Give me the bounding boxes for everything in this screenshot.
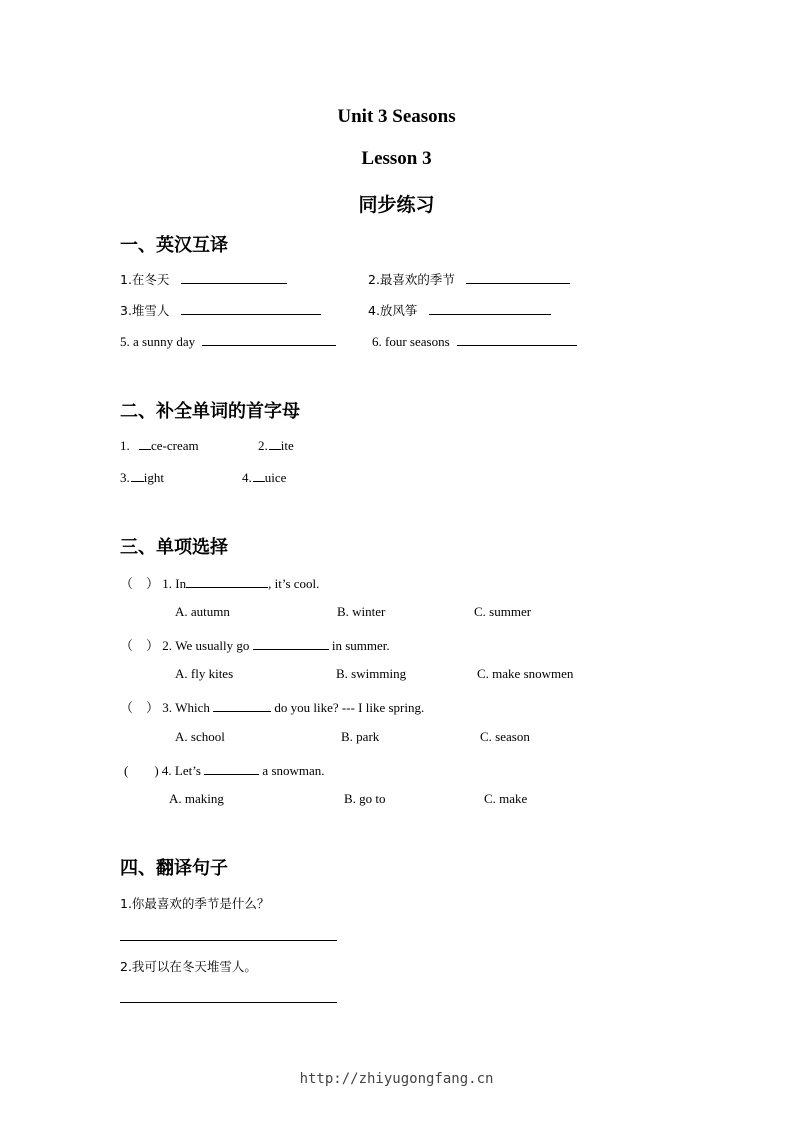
exercise-subtitle: 同步练习 <box>358 194 435 216</box>
s2-item-num: 1. <box>120 438 130 453</box>
s3-q1-option-a: A. autumn <box>175 604 230 619</box>
s1-item-1-text: 1.在冬天 <box>120 272 170 287</box>
s4-item-2-text: 2.我可以在冬天堆雪人。 <box>120 959 257 974</box>
s3-q2-option-b: B. swimming <box>336 666 407 681</box>
section-4-heading: 四、翻译句子 <box>120 858 228 879</box>
s3-question-3 <box>120 697 424 716</box>
section-3-heading: 三、单项选择 <box>120 537 228 558</box>
s1-item-1 <box>120 270 287 288</box>
translation-answer-line[interactable] <box>120 940 337 941</box>
answer-blank[interactable] <box>466 271 570 284</box>
answer-blank[interactable] <box>202 333 336 346</box>
s3-q2-option-a: A. fly kites <box>175 666 234 681</box>
translation-answer-line[interactable] <box>120 1002 337 1003</box>
s2-item-num: 3. <box>120 470 130 485</box>
s3-q1-option-b: B. winter <box>337 604 386 619</box>
question-text: 4. Let’s <box>161 763 201 778</box>
s3-q1-option-c: C. summer <box>474 604 532 619</box>
s3-question-1 <box>120 573 319 592</box>
s3-question-4 <box>124 760 325 779</box>
s4-item-2 <box>120 957 257 975</box>
s1-item-3 <box>120 301 321 319</box>
question-text: in summer. <box>331 638 390 653</box>
answer-parentheses[interactable]: （ ） <box>120 700 160 715</box>
s4-item-1 <box>120 894 269 912</box>
s2-item-num: 4. <box>242 470 252 485</box>
s1-item-5 <box>120 333 336 350</box>
s3-q3-option-c: C. season <box>480 729 530 744</box>
question-text: 1. In <box>162 576 187 591</box>
s2-item-suffix: ight <box>143 470 164 485</box>
s1-item-5-text: 5. a sunny day <box>120 334 196 349</box>
answer-blank[interactable] <box>181 302 321 315</box>
unit-title: Unit 3 Seasons <box>337 106 456 127</box>
answer-blank <box>213 699 271 712</box>
question-text: do you like? --- I like spring. <box>274 700 425 715</box>
letter-blank[interactable] <box>253 469 265 482</box>
s3-q4-option-a: A. making <box>169 791 224 806</box>
answer-blank <box>186 575 268 588</box>
s2-item-suffix: uice <box>264 470 287 485</box>
answer-parentheses[interactable]: （ ） <box>120 576 160 591</box>
s2-item-2 <box>258 437 294 454</box>
s3-q4-option-b: B. go to <box>344 791 386 806</box>
s1-item-6 <box>372 333 577 350</box>
s2-item-3 <box>120 469 164 486</box>
s2-item-1 <box>120 437 199 454</box>
s1-item-2 <box>368 270 570 288</box>
answer-blank[interactable] <box>429 302 551 315</box>
s4-item-1-text: 1.你最喜欢的季节是什么？ <box>120 896 270 911</box>
letter-blank[interactable] <box>269 437 281 450</box>
answer-blank[interactable] <box>457 333 577 346</box>
s1-item-4-text: 4.放风筝 <box>368 303 418 318</box>
section-1-heading: 一、英汉互译 <box>120 235 228 256</box>
answer-parentheses[interactable]: ( ) <box>124 763 159 778</box>
s3-question-2 <box>120 635 390 654</box>
letter-blank[interactable] <box>131 469 144 482</box>
lesson-title: Lesson 3 <box>361 148 432 169</box>
s1-item-6-text: 6. four seasons <box>372 334 450 349</box>
s2-item-num: 2. <box>258 438 268 453</box>
question-text: 3. Which <box>162 700 210 715</box>
s3-q3-option-b: B. park <box>341 729 380 744</box>
s1-item-4 <box>368 301 551 319</box>
question-text: a snowman. <box>262 763 325 778</box>
letter-blank[interactable] <box>139 437 151 450</box>
question-text: 2. We usually go <box>162 638 250 653</box>
footer-url[interactable]: http://zhiyugongfang.cn <box>299 1071 494 1087</box>
answer-blank <box>253 637 329 650</box>
s3-q3-option-a: A. school <box>175 729 225 744</box>
answer-blank[interactable] <box>181 271 287 284</box>
question-text: , it’s cool. <box>268 576 320 591</box>
answer-parentheses[interactable]: （ ） <box>120 638 160 653</box>
s3-q4-option-c: C. make <box>484 791 528 806</box>
s3-q2-option-c: C. make snowmen <box>477 666 574 681</box>
s1-item-3-text: 3.堆雪人 <box>120 303 170 318</box>
s1-item-2-text: 2.最喜欢的季节 <box>368 272 455 287</box>
s2-item-4 <box>242 469 286 486</box>
s2-item-suffix: ite <box>280 438 294 453</box>
answer-blank <box>204 762 259 775</box>
section-2-heading: 二、补全单词的首字母 <box>120 401 300 422</box>
s2-item-suffix: ce-cream <box>151 438 199 453</box>
